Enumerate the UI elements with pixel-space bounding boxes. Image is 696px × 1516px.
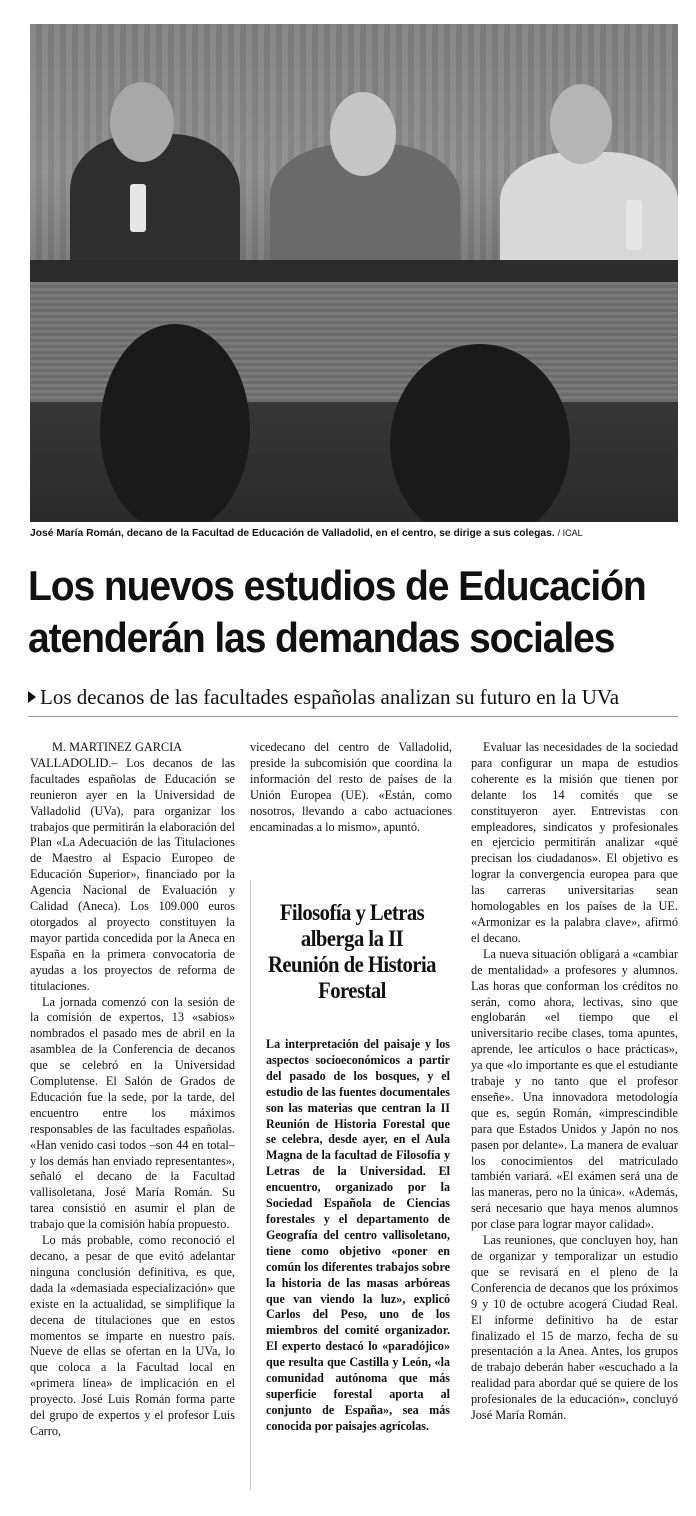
sidebar-text: La interpretación del paisaje y los aspectos socioeconómicos a partir del pasado de los bosques, y el estudio de las fuentes documentales son las materias que centran la II Reunión de Historia Forestal que se celebra, desde ayer, en el Aula Magna de la facultad de Filosofía y Letras de la Universidad. El encuentro, organizado por la Sociedad Española de Ciencias forestales y el departamento de Geografía del centro vallisoletano, tiene como objetivo «poner en común los diferentes trabajos sobre la historia de las masas arbóreas que van viendo la luz», explicó Carlos del Peso, uno de los miembros del comité organizador. El experto destacó lo «paradójico» que resulta que Castilla y León, «la comunidad autónoma que más superficie forestal aporta al conjunto de España», sea más conocida por paisajes agrícolas. <box>266 1037 450 1433</box>
byline: M. MARTINEZ GARCIA <box>52 740 183 754</box>
paragraph: vicedecano del centro de Valladolid, preside la subcomisión que coordina la información del resto de países de la Unión Europea (UE). «Están, como nosotros, llevando a cabo actuaciones encaminadas a lo mismo», apuntó. <box>250 740 452 834</box>
paragraph: La nueva situación obligará a «cambiar de mentalidad» a profesores y alumnos. Las horas que conforman los créditos no serán, como ahora, lectivas, sino que englobarán «el tiempo que el universitario recibe clases, toma apuntes, aprende, lee artículos o hace prácticas», ya que «lo importante es que el estudiante trabaje y no tanto que el profesor enseñe». Una innovadora metodología que es, según Román, «imprescindible para que Estados Unidos y Japón no nos pasen por delante». La manera de evaluar los conocimientos del matriculado también variará. «El exámen será una de las maneras, pero no la única». «Además, será necesario que haya menos alumnos por clase para lograr mayor calidad». <box>471 946 678 1232</box>
subheadline <box>28 682 688 712</box>
article-column-2 <box>250 740 452 835</box>
person-right <box>500 152 678 274</box>
divider <box>28 716 678 717</box>
paragraph: Las reuniones, que concluyen hoy, han de organizar y temporalizar un estudio que se revisará en el pleno de la Conferencia de decanos que los próximos 9 y 10 de octubre acogerá Ciudad Real. El informe definitivo ha de estar finalizado el 15 de marzo, fecha de su presentación a la Anea. Antes, los grupos de trabajo deberán haber «escuchado a la realidad para abordar qué se quiere de los profesionales de la educación», concluyó José María Román. <box>471 1233 678 1423</box>
paragraph: VALLADOLID.– Los decanos de las facultades españolas de Educación se reunieron ayer en la Universidad de Valladolid (UVa), para organizar los trabajos que permitirán la elaboración del Plan «La Adecuación de las Titulaciones de Maestro al Espacio Europeo de Educación Superior», financiado por la Agencia Nacional de Evaluación y Calidad (Aneca). Los 109.000 euros otorgados al proyecto constituyen la mayor partida concedida por la Aneca en España en la primera convocatoria de ayudas a los proyectos de reforma de titulaciones. <box>30 755 235 993</box>
photo-table <box>30 260 678 284</box>
sidebar-box <box>250 880 452 1490</box>
caption-credit: / ICAL <box>557 528 583 538</box>
water-bottle <box>130 184 146 232</box>
photo-caption <box>30 525 678 541</box>
subheadline-text: Los decanos de las facultades españolas analizan su futuro en la UVa <box>40 685 620 709</box>
bullet-triangle-icon <box>28 691 36 703</box>
person-center-head <box>330 92 396 176</box>
sidebar-title: Filosofía y Letras alberga la II Reunión de Historia Forestal <box>267 900 437 1003</box>
article-column-3 <box>471 740 678 1424</box>
headline <box>28 560 646 664</box>
sidebar-border <box>250 880 251 1490</box>
paragraph: Evaluar las necesidades de la sociedad para configurar un mapa de estudios coherente es la misión que tienen por delante los 14 comités que se constituyeron ayer. Entrevistas con empleadores, sindicatos y profesionales en ejercicio permitirán analizar «qué precisan los ciudadanos». El objetivo es lograr la convergencia europea para que las carreras universitarias sean homologables en los países de la UE. «Armonizar es la palabra clave», afirmó el decano. <box>471 740 678 945</box>
person-left-head <box>110 82 174 162</box>
paragraph: La jornada comenzó con la sesión de la comisión de expertos, 13 «sabios» nombrados el pasado mes de abril en la asamblea de la Conferencia de decanos que se celebró en la Universidad Complutense. El Salón de Grados de Educación fue la sede, por la tarde, del encuentro entre los máximos responsables de las facultades españolas. «Han venido casi todos –son 44 en total– y los demás han enviado representantes», señaló el decano de la Facultad vallisoletana, José María Román. Su tarea consistió en asumir el plan de trabajo que la comisión había propuesto. <box>30 994 235 1232</box>
article-column-1 <box>30 740 235 1440</box>
headline-line-2: atenderán las demandas sociales <box>28 614 615 661</box>
person-right-head <box>550 84 612 164</box>
news-photo <box>30 24 678 522</box>
caption-text: José María Román, decano de la Facultad de Educación de Valladolid, en el centro, se dirige a sus colegas. <box>30 528 555 539</box>
headline-line-1: Los nuevos estudios de Educación <box>28 562 646 609</box>
paragraph: Lo más probable, como reconoció el decano, a pesar de que evitó adelantar ninguna conclusión definitiva, es que, dada la «demasiada especialización» que existe en la actualidad, se simplifique la decena de titulaciones que en estos momentos se imparte en nuestro país. Nueve de ellas se ofertan en la UVa, lo que coloca a la Facultad local en «primera línea» de implicación en el proyecto. José Luis Román forma parte del grupo de expertos y el profesor Luis Carro, <box>30 1233 235 1438</box>
water-bottle <box>626 200 642 250</box>
audience-head <box>100 324 250 522</box>
